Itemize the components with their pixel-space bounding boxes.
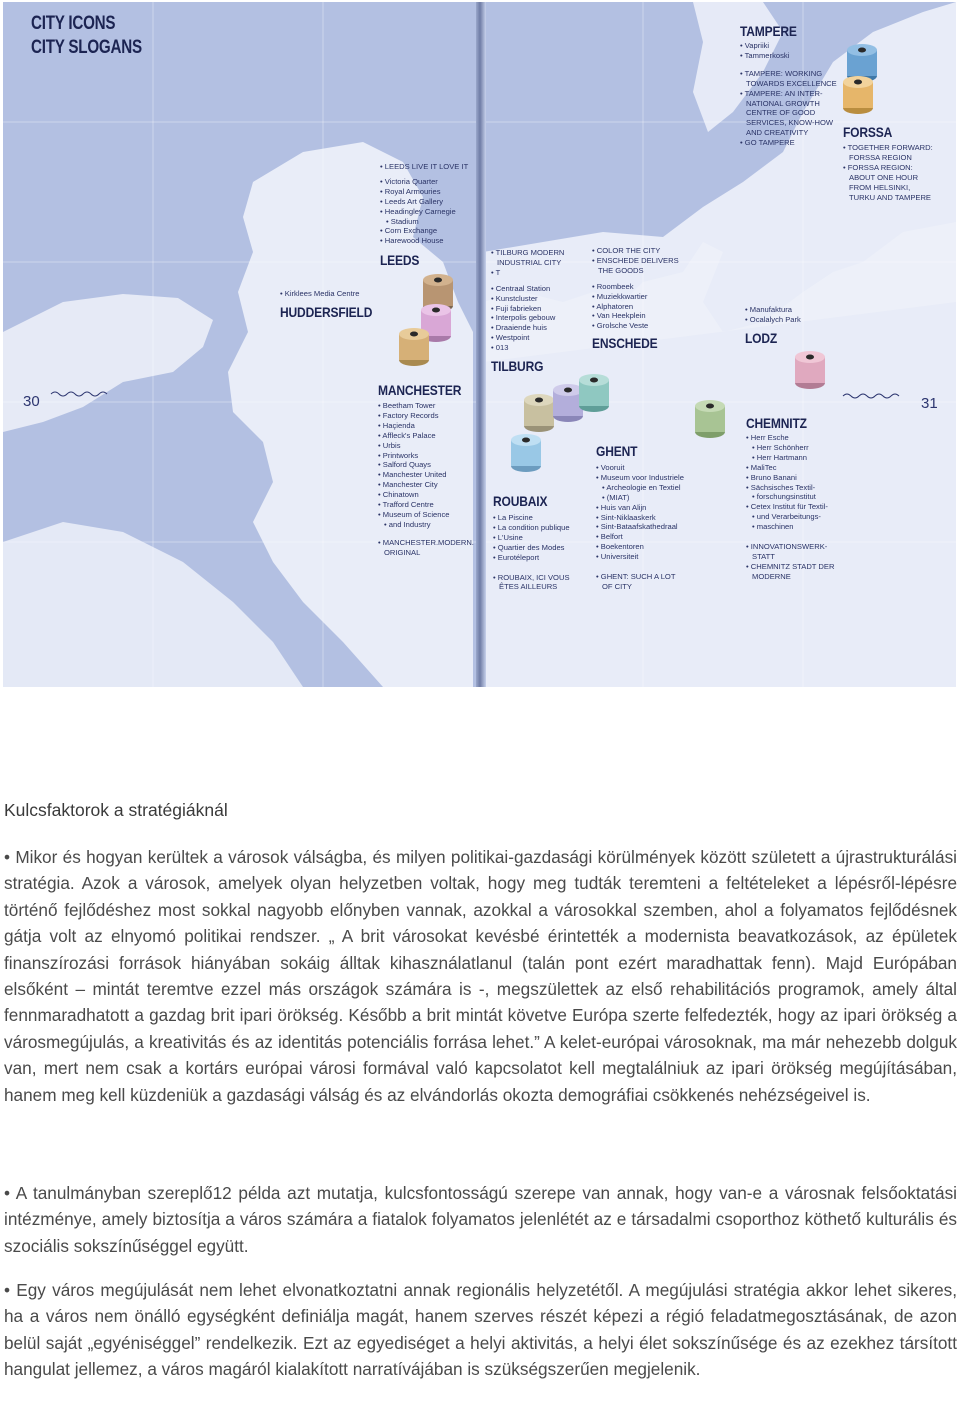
- city-tampere: [740, 23, 837, 148]
- huddersfield-name: HUDDERSFIELD: [280, 303, 373, 320]
- chemnitz-icons: • Herr Esche • Herr Schönherr • Herr Hartmann • MaliTec • Bruno Banani • Sächsisches Textil- • forschungsinstitut • Cetex Institut für Textil- • und Verarbeitungs- • maschinen: [746, 433, 834, 532]
- leeds-name: LEEDS: [380, 252, 420, 269]
- paragraph-3: • Egy város megújulását nem lehet elvonatkoztatni annak regionális helyzetétől. A megújulási stratégia akkor lehet sikeres, ha a város nem önálló egységként definiálja magát, hanem szerves részét képezi a régió feladatmegosztásának, de azon belül saját „egyéniséggel” rendelkezik. Ezt az egyediséget a helyi aktivitás, a helyi élet sokszínűsége és az ezekhez társított hangulat jellemez, a város magáról kialakított narratívájában is szükségszerűen megjelenik.: [4, 1280, 957, 1380]
- spool-icon-lodz: [793, 349, 827, 391]
- map-title-line1: CITY ICONS: [31, 13, 116, 34]
- enschede-icons: • Roombeek • Muziekkwartier • Alphatoren • Van Heekplein • Grolsche Veste: [592, 282, 679, 332]
- spool-icon-enschede: [577, 372, 611, 414]
- spool-icon-forssa: [841, 74, 875, 116]
- book-gutter: [476, 2, 486, 687]
- spool-icon-roubaix: [509, 432, 543, 474]
- roubaix-icons: • La Piscine • La condition publique • L'Usine • Quartier des Modes • Eurotéleport: [493, 513, 570, 563]
- city-enschede: [592, 246, 679, 351]
- city-leeds: [380, 162, 468, 268]
- tilburg-name: TILBURG: [491, 358, 544, 375]
- enschede-slogans: • COLOR THE CITY • ENSCHEDE DELIVERS THE GOODS: [592, 246, 679, 276]
- city-roubaix: [493, 493, 570, 592]
- page-number-left: 30: [23, 393, 40, 410]
- map-spread: [3, 2, 956, 687]
- roubaix-slogans: • ROUBAIX, ICI VOUS ÊTES AILLEURS: [493, 573, 570, 593]
- huddersfield-icons: • Kirklees Media Centre: [280, 289, 387, 299]
- roubaix-name: ROUBAIX: [493, 493, 548, 509]
- spool-icon-chemnitz: [693, 398, 727, 440]
- lodz-name: LODZ: [745, 329, 778, 346]
- tampere-name: TAMPERE: [740, 23, 797, 39]
- enschede-name: ENSCHEDE: [592, 335, 658, 352]
- manchester-slogans: • MANCHESTER.MODERN. ORIGINAL: [378, 538, 475, 558]
- tampere-slogans: • TAMPERE: WORKING TOWARDS EXCELLENCE • TAMPERE: AN INTER- NATIONAL GROWTH CENTRE OF GOOD SERVICES, KNOW-HOW AND CREATIVITY • GO TAMPERE: [740, 69, 837, 148]
- ghent-name: GHENT: [596, 443, 638, 459]
- forssa-name: FORSSA: [843, 124, 893, 140]
- city-chemnitz: [746, 415, 834, 582]
- leeds-slogans: • LEEDS LIVE IT LOVE IT: [380, 162, 468, 172]
- city-lodz: [745, 305, 801, 346]
- manchester-name: MANCHESTER: [378, 382, 462, 398]
- chemnitz-slogans: • INNOVATIONSWERK- STATT • CHEMNITZ STADT DER MODERNE: [746, 542, 834, 582]
- manchester-icons: • Beetham Tower • Factory Records • Haçienda • Affleck's Palace • Urbis • Printworks • Salford Quays • Manchester United • Manchester City • Chinatown • Trafford Centre • Museum of Science • and Industry: [378, 401, 475, 530]
- spool-icon-manchester: [397, 326, 431, 368]
- chemnitz-name: CHEMNITZ: [746, 415, 807, 431]
- tampere-icons: • Vapriiki • Tammerkoski: [740, 41, 837, 61]
- map-title: [31, 12, 142, 60]
- map-title-line2: CITY SLOGANS: [31, 37, 142, 58]
- page-number-right: 31: [921, 395, 938, 412]
- tilburg-slogans: • TILBURG MODERN INDUSTRIAL CITY • T: [491, 248, 564, 278]
- forssa-slogans: • TOGETHER FORWARD: FORSSA REGION • FORSSA REGION: ABOUT ONE HOUR FROM HELSINKI, TURKU AND TAMPERE: [843, 143, 933, 202]
- tilburg-icons: • Centraal Station • Kunstcluster • Fuji fabrieken • Interpolis gebouw • Draaiende huis • Westpoint • 013: [491, 284, 564, 353]
- ghent-slogans: • GHENT: SUCH A LOT OF CITY: [596, 572, 684, 592]
- section-heading: Kulcsfaktorok a stratégiáknál: [4, 800, 228, 820]
- ghent-icons: • Vooruit • Museum voor Industriele • Archeologie en Textiel • (MIAT) • Huis van Alijn • Sint-Niklaaskerk • Sint-Bataafskathedraal • Belfort • Boekentoren • Universiteit: [596, 463, 684, 562]
- city-manchester: [378, 382, 475, 558]
- lodz-icons: • Manufaktura • Ocalalych Park: [745, 305, 801, 325]
- paragraph-2: • A tanulmányban szereplő12 példa azt mutatja, kulcsfontosságú szerepe van annak, hogy van-e a városnak felsőoktatási intézménye, amely biztosítja a város számára a fiatalok folyamatos jelenlétét az e társadalmi csoporthoz köthető kulturális és szociális sokszínűséggel együtt.: [4, 1183, 957, 1256]
- city-ghent: [596, 443, 684, 592]
- city-tilburg: [491, 248, 564, 374]
- city-huddersfield: [280, 289, 387, 320]
- city-forssa: [843, 124, 933, 202]
- leeds-icons: • Victoria Quarter • Royal Armouries • Leeds Art Gallery • Headingley Carnegie • Stadium • Corn Exchange • Harewood House: [380, 177, 468, 246]
- paragraph-1: • Mikor és hogyan kerültek a városok válságba, és milyen politikai-gazdasági körülmények között született a újrastrukturálási stratégia. Azok a városok, amelyek olyan helyzetben voltak, hogy meg tudták teremteni a feltételeket a lépésről-lépésre történő fejlődéshez most sokkal nagyobb előnyben vannak, azokkal a városokkal szemben, ahol a folyamatos fejlődésnek gátja volt az elnyomó politikai rendszer. „ A brit városokat kevésbé érintették a modernista beavatkozások, az épületek finanszírozási források hiányában sokáig álltak kihasználatlanul (talán pont ezért maradhattak fenn). Majd Európában elsőként – mintát teremtve ezzel más országok számára is -, megszülettek az első rehabilitációs programok, amely által fennmaradhatott a gazdag brit ipari örökség. Később a brit mintát követve Európa szerte felfedezték, hogy az ipari örökség a városmegújulás, a kreativitás és az identitás potenciális forrása lehet.” A kelet-európai városoknak, ma már nehezebb dolguk van, mert nem csak a kortárs európai városi formával való kapcsolatot kell megtalálniuk az ipari örökség megújításában, hanem meg kell küzdeniük a gazdasági válság és az elvándorlás okozta demográfiai csökkenés nehézségeivel is.: [4, 847, 957, 1105]
